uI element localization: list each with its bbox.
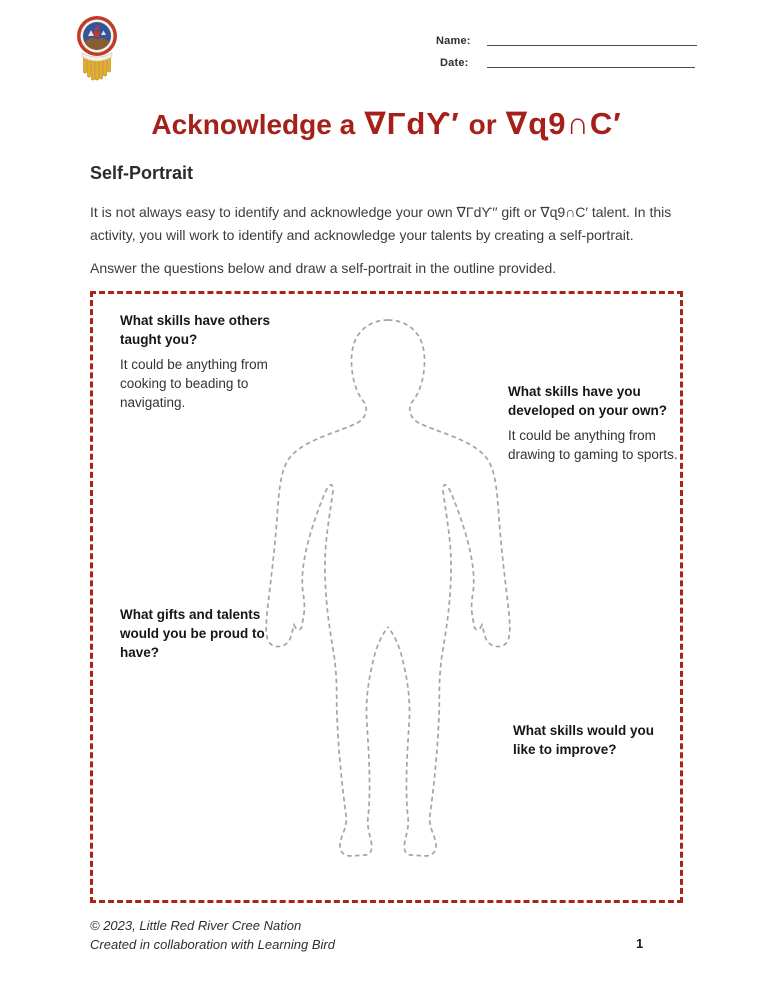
copyright-text: © 2023, Little Red River Cree Nation: [90, 918, 302, 933]
date-fill-in-line: [487, 67, 695, 68]
question-text: What skills have others taught you?: [120, 313, 271, 347]
question-hint: It could be anything from cooking to beading to navigating.: [120, 357, 268, 410]
question-text: What skills have you developed on your own?: [508, 384, 668, 418]
question-skills-taught: [120, 311, 280, 412]
question-skills-improve: [513, 721, 675, 759]
date-label: Date:: [440, 57, 469, 69]
title-prefix: Acknowledge a: [151, 109, 356, 140]
question-text: What skills would you like to improve?: [513, 723, 655, 757]
question-hint: It could be anything from drawing to gaming to sports.: [508, 428, 678, 462]
credit-text: Created in collaboration with Learning Bird: [90, 937, 335, 952]
page-number: 1: [636, 936, 644, 951]
instruction-paragraph: Answer the questions below and draw a self-portrait in the outline provided.: [90, 260, 557, 276]
section-heading: Self-Portrait: [90, 163, 194, 183]
name-label: Name:: [436, 35, 471, 47]
question-gifts-proud: [120, 605, 272, 662]
title-syllabics-talent: ∇ɋ9∩C′: [505, 106, 622, 141]
question-text: What gifts and talents would you be proud to have?: [120, 607, 265, 660]
intro-paragraph: It is not always easy to identify and acknowledge your own ∇Γdϒ′′ gift or ∇ɋ9∩C′ talent. In this activity, you will work to identify and acknowledge your talents by creating a self-portrait.: [90, 204, 672, 243]
self-portrait-activity-box: [90, 291, 683, 903]
question-skills-developed: [508, 382, 680, 464]
page-title: [0, 106, 773, 142]
title-syllabics-gift: ∇Γdϒ′: [364, 106, 460, 141]
cree-nation-logo-icon: [74, 15, 120, 81]
title-connector: or: [468, 109, 497, 140]
name-fill-in-line: [487, 45, 697, 46]
